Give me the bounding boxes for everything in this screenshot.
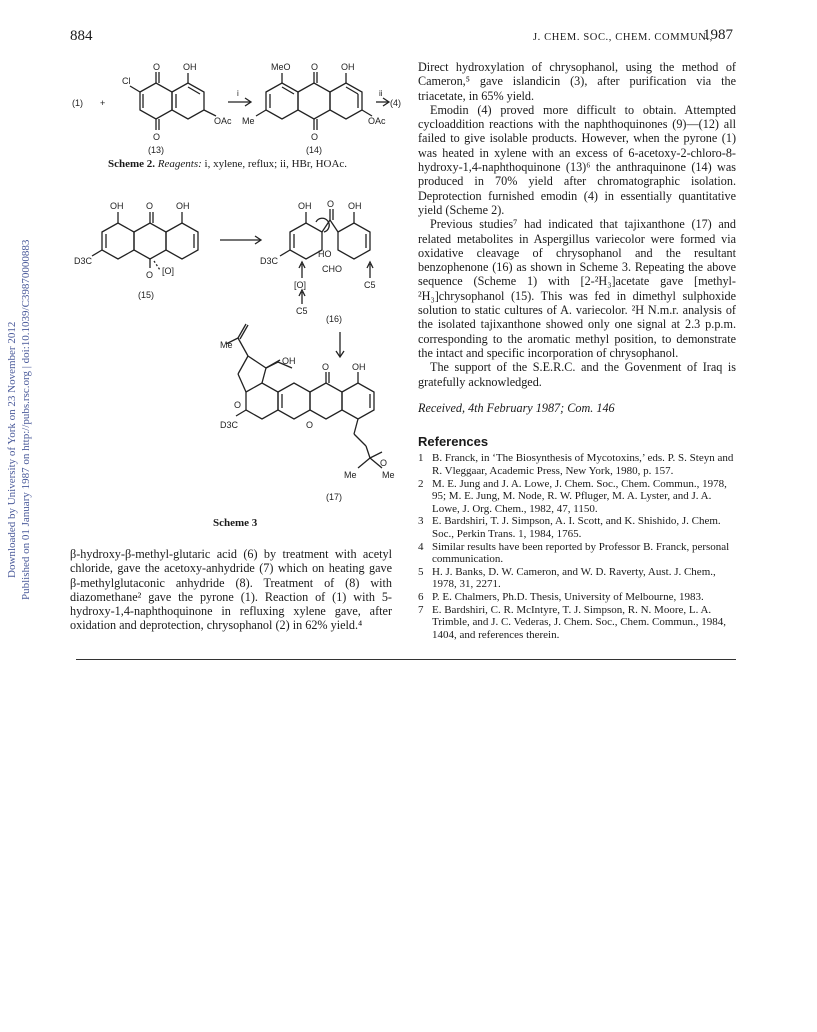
reference-item xyxy=(418,515,736,540)
atom-d3c: D3C xyxy=(74,256,93,266)
naphthoquinone-13-structure xyxy=(130,72,216,130)
scheme-2-caption-title: Scheme 2. xyxy=(108,158,156,170)
reference-item xyxy=(418,591,736,604)
scheme-3-diagram xyxy=(70,196,410,514)
atom-meo: MeO xyxy=(271,62,291,72)
reference-item xyxy=(418,541,736,566)
scheme-3-caption: Scheme 3 xyxy=(213,517,258,529)
scheme-2-caption-reagents: Reagents: xyxy=(157,158,202,170)
reference-text: Similar results have been reported by Professor B. Franck, personal communication. xyxy=(432,540,730,566)
atom-me: Me xyxy=(220,340,233,350)
atom-me: Me xyxy=(344,470,357,480)
atom-c5: C5 xyxy=(364,280,376,290)
atom-d3c: D3C xyxy=(260,256,279,266)
bottom-divider xyxy=(76,659,736,660)
atom-o: O xyxy=(322,362,330,372)
reference-text: E. Bardshiri, T. J. Simpson, A. I. Scott, and K. Shishido, J. Chem. Soc., Perkin Trans. 1, 1984, 1765. xyxy=(432,515,721,540)
reagent-ii-label: ii xyxy=(379,89,383,98)
oxidation-label: [O] xyxy=(162,266,175,276)
product-label: (4) xyxy=(390,98,401,108)
atom-d3c: D3C xyxy=(220,420,239,430)
reference-text: E. Bardshiri, C. R. McIntyre, T. J. Simpson, R. N. Moore, L. A. Trimble, and J. C. Vederas, J. Chem. Soc., Chem. Commun., 1984, 1404, and references therein. xyxy=(432,603,726,641)
atom-o: O xyxy=(311,62,319,72)
atom-o: O xyxy=(234,400,242,410)
atom-me: Me xyxy=(382,470,395,480)
body-paragraph: Emodin (4) proved more difficult to obtain. Attempted cycloaddition reactions with the naphthoquinones (9)—(12) all failed to give isolable products. However, when the pyrone (1) was heated in xylene with an excess of 6-acetoxy-2-chloro-8-hydroxy-1,4-naphthoquinone (13)⁶ the anthraquinone (14) was produced in 70% yield after chromatographic isolation. Deprotection furnished emodin (4) in essentially quantitative yield (Scheme 2). xyxy=(418,102,736,217)
reference-text: H. J. Banks, D. W. Cameron, and W. D. Raverty, Aust. J. Chem., 1978, 31, 2271. xyxy=(432,565,716,591)
reference-text: M. E. Jung and J. A. Lowe, J. Chem. Soc., Chem. Commun., 1978, 95; M. E. Jung, M. Node, R. W. Pfluger, M. A. Lyster, and J. A. Lowe, J. Org. Chem., 1982, 47, 1150. xyxy=(432,477,727,515)
side-publish-note: Published on 01 January 1987 on http://pubs.rsc.org | doi:10.1039/C39870000883 xyxy=(20,239,32,600)
atom-o: O xyxy=(327,199,335,209)
scheme-2-caption xyxy=(108,158,347,170)
acknowledgement-paragraph: The support of the S.E.R.C. and the Govenment of Iraq is gratefully acknowledged. xyxy=(418,360,736,389)
reference-number: 2 xyxy=(418,477,424,490)
atom-oh: OH xyxy=(352,362,366,372)
atom-o: O xyxy=(146,201,154,211)
atom-oh: OH xyxy=(282,356,296,366)
reference-number: 3 xyxy=(418,515,424,528)
atom-o: O xyxy=(306,420,314,430)
left-column-paragraph: β-hydroxy-β-methyl-glutaric acid (6) by treatment with acetyl chloride, gave the acetoxy-anhydride (7) which on heating gave β-methylglutaconic anhydride (8). Treatment of (8) with diazomethane² gave the pyrone (1). Reaction of (1) with 5-hydroxy-1,4-naphthoquinone in refluxing xylene gave, after oxidation and deprotection, chrysophanol (2) in 62% yield.⁴ xyxy=(70,547,392,633)
atom-cl: Cl xyxy=(122,76,131,86)
right-column xyxy=(418,60,736,641)
reference-item xyxy=(418,452,736,477)
atom-me: Me xyxy=(242,116,255,126)
start-compound-label: (1) xyxy=(72,98,83,108)
atom-o: O xyxy=(153,132,161,142)
compound-16-label: (16) xyxy=(326,314,343,324)
atom-oh: OH xyxy=(176,201,190,211)
atom-cho: CHO xyxy=(322,264,342,274)
references-heading: References xyxy=(418,434,489,450)
reagent-i-label: i xyxy=(237,89,239,98)
compound-13-label: (13) xyxy=(148,145,165,155)
side-download-note: Downloaded by University of York on 23 November 2012 xyxy=(6,321,18,578)
reference-number: 7 xyxy=(418,603,424,616)
atom-oh: OH xyxy=(110,201,124,211)
page-number: 884 xyxy=(70,28,93,44)
compound-14-label: (14) xyxy=(306,145,323,155)
reference-text: P. E. Chalmers, Ph.D. Thesis, University of Melbourne, 1983. xyxy=(432,590,704,603)
reference-text: B. Franck, in ‘The Biosynthesis of Mycotoxins,’ eds. P. S. Steyn and R. Vleggaar, Academic Press, New York, 1980, p. 157. xyxy=(432,452,734,478)
reference-item xyxy=(418,566,736,591)
atom-oh: OH xyxy=(348,201,362,211)
atom-ho: HO xyxy=(318,249,332,259)
tajixanthone-17-structure xyxy=(226,324,382,468)
running-head: J. CHEM. SOC., CHEM. COMMUN., xyxy=(533,32,713,43)
atom-oac: OAc xyxy=(214,116,232,126)
reference-number: 5 xyxy=(418,565,424,578)
atom-c5: C5 xyxy=(296,306,308,316)
chrysophanol-15-structure xyxy=(92,212,198,270)
atom-o: O xyxy=(146,270,154,280)
atom-o: O xyxy=(311,132,319,142)
atom-oh: OH xyxy=(298,201,312,211)
reference-number: 1 xyxy=(418,452,424,465)
atom-o: O xyxy=(380,458,388,468)
plus-sign: + xyxy=(100,98,106,108)
compound-17-label: (17) xyxy=(326,492,343,502)
anthraquinone-14-structure xyxy=(256,72,372,130)
reference-number: 6 xyxy=(418,590,424,603)
scheme-2-diagram xyxy=(70,60,410,158)
body-paragraph: Previous studies⁷ had indicated that tajixanthone (17) and related metabolites in Aspergillus variecolor were formed via oxidative cleavage of chrysophanol and the resultant benzophenone (16) as shown in Scheme 3. Repeating the above sequence (Scheme 1) with [2-²H₃]acetate gave [methyl-²H₃]chrysophanol (15). This was fed in dimethyl sulphoxide solution to static cultures of A. variecolor. ²H N.m.r. analysis of the isolated tajixanthone showed only one signal at 2.3 p.p.m. corresponding to the aromatic methyl position, to demonstrate the intact and specific incorporation of chrysophanol. xyxy=(418,217,736,360)
atom-oh: OH xyxy=(341,62,355,72)
running-head-year: 1987 xyxy=(703,27,733,43)
reference-number: 4 xyxy=(418,540,424,553)
oxidation-label: [O] xyxy=(294,280,307,290)
reference-item xyxy=(418,478,736,516)
reference-item xyxy=(418,604,736,642)
compound-15-label: (15) xyxy=(138,290,155,300)
atom-o: O xyxy=(153,62,161,72)
received-date: Received, 4th February 1987; Com. 146 xyxy=(418,400,615,415)
scheme-2-caption-text: i, xylene, reflux; ii, HBr, HOAc. xyxy=(201,158,348,170)
atom-oh: OH xyxy=(183,62,197,72)
atom-oac: OAc xyxy=(368,116,386,126)
body-paragraph: Direct hydroxylation of chrysophanol, using the method of Cameron,⁵ gave islandicin (3), after purification via the triacetate, in 65% yield. xyxy=(418,60,736,103)
